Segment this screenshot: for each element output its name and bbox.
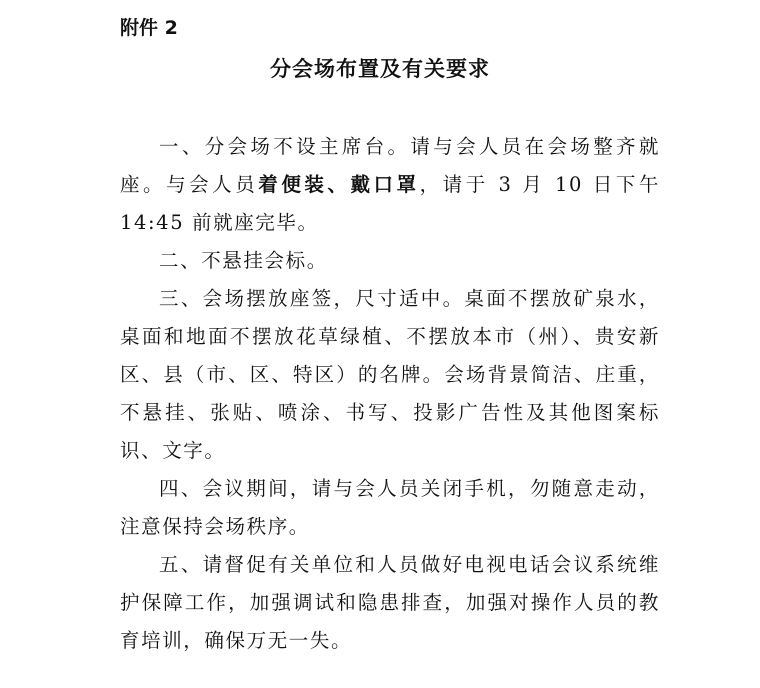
paragraph-5: 五、请督促有关单位和人员做好电视电话会议系统维护保障工作，加强调试和隐患排查，加强对操作人员的教育培训，确保万无一失。 bbox=[120, 553, 660, 652]
paragraph-1 bbox=[120, 128, 660, 242]
document-title: 分会场布置及有关要求 bbox=[270, 57, 490, 81]
paragraph-2: 二、不悬挂会标。 bbox=[159, 249, 328, 272]
paragraph-1-bold-mask: 戴口罩 bbox=[350, 173, 420, 196]
paragraph-1-bold-casual: 着便装 bbox=[258, 173, 328, 196]
paragraph-3: 三、会场摆放座签，尺寸适中。桌面不摆放矿泉水，桌面和地面不摆放花草绿植、不摆放本市（州）、贵安新区、县（市、区、特区）的名牌。会场背景简洁、庄重，不悬挂、张贴、喷涂、书写、投影广告性及其他图案标识、文字。 bbox=[120, 287, 660, 462]
document-body bbox=[120, 128, 660, 660]
attachment-label: 附件 2 bbox=[120, 17, 178, 39]
paragraph-1-text-b: ，请于 3 月 10 日下午 14:45 前就座完毕。 bbox=[120, 173, 660, 234]
paragraph-1-bold-sep: 、 bbox=[327, 173, 351, 196]
paragraph-4: 四、会议期间，请与会人员关闭手机，勿随意走动，注意保持会场秩序。 bbox=[120, 477, 660, 538]
paragraph-1-text-a: 一、分会场不设主席台。请与会人员在会场整齐就座。与会人员 bbox=[120, 135, 660, 196]
